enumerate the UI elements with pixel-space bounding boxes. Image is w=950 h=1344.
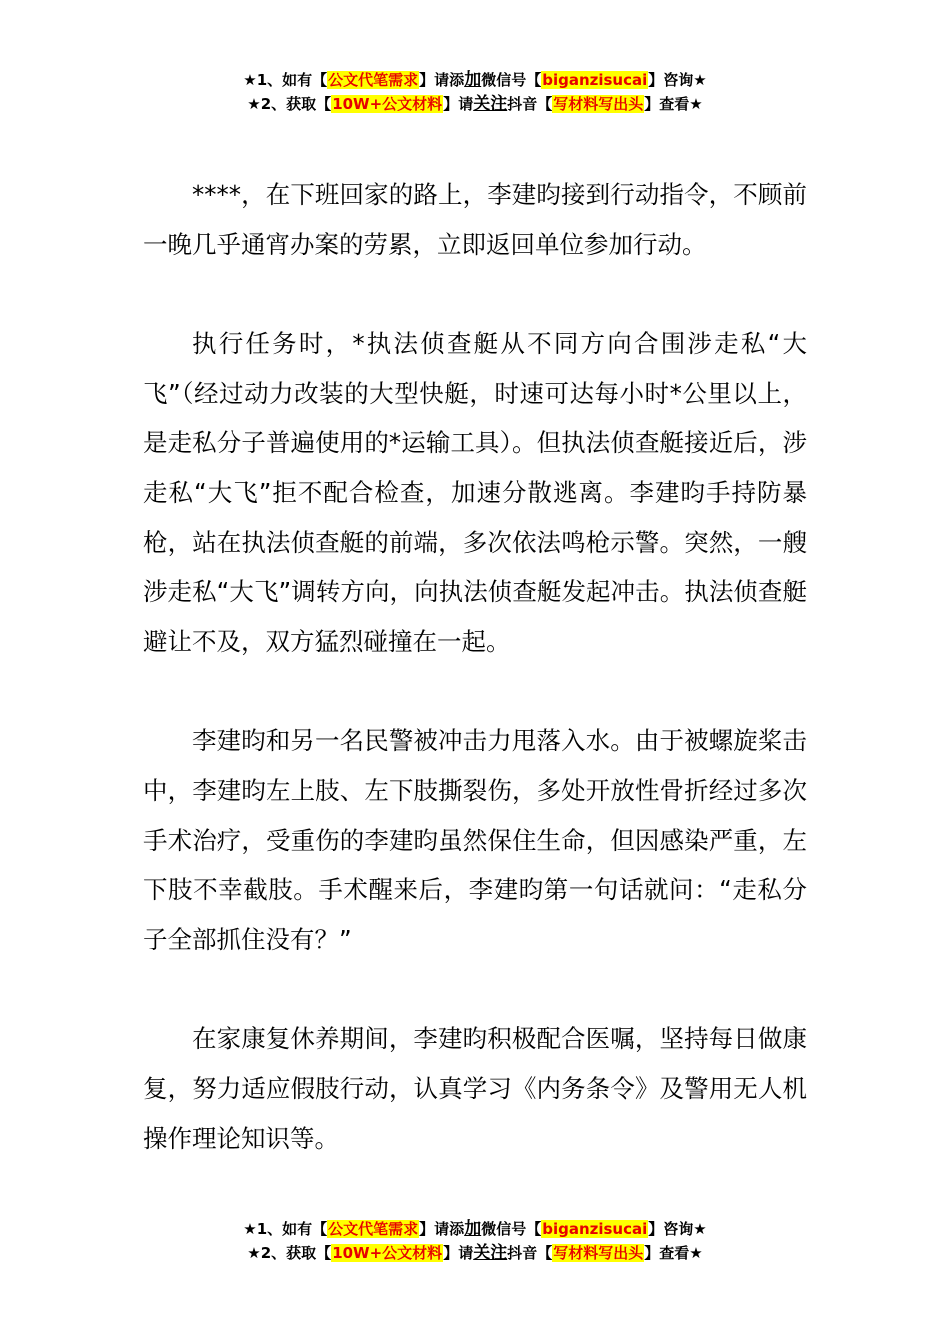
paragraph: 执行任务时，*执法侦查艇从不同方向合围涉走私“大飞”（经过动力改装的大型快艇，时速可达每小时*公里以上，是走私分子普遍使用的*运输工具）。但执法侦查艇接近后，涉走私“大飞”拒不配合检查，加速分散逃离。李建昀手持防暴枪，站在执法侦查艇的前端，多次依法鸣枪示警。突然，一艘涉走私“大飞”调转方向，向执法侦查艇发起冲击。执法侦查艇避让不及，双方猛烈碰撞在一起。 (143, 329, 807, 656)
footer-banner (0, 1217, 950, 1265)
banner-text: 】查看★ (644, 95, 703, 113)
banner-underline: 关注 (473, 1243, 508, 1263)
paragraph: 在家康复休养期间，李建昀积极配合医嘱，坚持每日做康复，努力适应假肢行动，认真学习《内务条令》及警用无人机操作理论知识等。 (143, 1024, 807, 1153)
banner-highlight: biganzisucai (542, 71, 648, 89)
banner-text: 】咨询★ (648, 71, 707, 89)
banner-text: ★1、如有【 (243, 71, 328, 89)
banner-text: 】请添 (419, 1220, 465, 1238)
paragraph: ****，在下班回家的路上，李建昀接到行动指令，不顾前一晚几乎通宵办案的劳累，立即返回单位参加行动。 (143, 180, 807, 259)
header-banner (0, 68, 950, 116)
banner-text: 】请 (443, 95, 474, 113)
banner-text: ★2、获取【 (247, 1244, 332, 1262)
banner-text: 】请 (443, 1244, 474, 1262)
document-body (143, 170, 807, 1213)
banner-text: ★1、如有【 (243, 1220, 328, 1238)
banner-highlight: biganzisucai (542, 1220, 648, 1238)
banner-text: 抖音【 (507, 1244, 553, 1262)
banner-highlight: 写材料写出头 (553, 1244, 644, 1262)
banner-text: 】查看★ (644, 1244, 703, 1262)
banner-text: 微信号【 (481, 1220, 542, 1238)
banner-underline: 加 (464, 70, 482, 90)
banner-line-1 (0, 1217, 950, 1241)
banner-text: ★2、获取【 (247, 95, 332, 113)
banner-line-2 (0, 1241, 950, 1265)
banner-highlight: 写材料写出头 (553, 95, 644, 113)
banner-underline: 关注 (473, 94, 508, 114)
banner-text: 抖音【 (507, 95, 553, 113)
banner-underline: 加 (464, 1219, 482, 1239)
banner-text: 】咨询★ (648, 1220, 707, 1238)
banner-line-1 (0, 68, 950, 92)
banner-text: 微信号【 (481, 71, 542, 89)
paragraph: 李建昀和另一名民警被冲击力甩落入水。由于被螺旋桨击中，李建昀左上肢、左下肢撕裂伤，多处开放性骨折经过多次手术治疗，受重伤的李建昀虽然保住生命，但因感染严重，左下肢不幸截肢。手术醒来后，李建昀第一句话就问：“走私分子全部抓住没有？” (143, 726, 807, 954)
banner-highlight: 10W+公文材料 (332, 95, 443, 113)
banner-highlight: 公文代笔需求 (328, 1220, 419, 1238)
banner-highlight: 公文代笔需求 (328, 71, 419, 89)
banner-text: 】请添 (419, 71, 465, 89)
banner-line-2 (0, 92, 950, 116)
banner-highlight: 10W+公文材料 (332, 1244, 443, 1262)
